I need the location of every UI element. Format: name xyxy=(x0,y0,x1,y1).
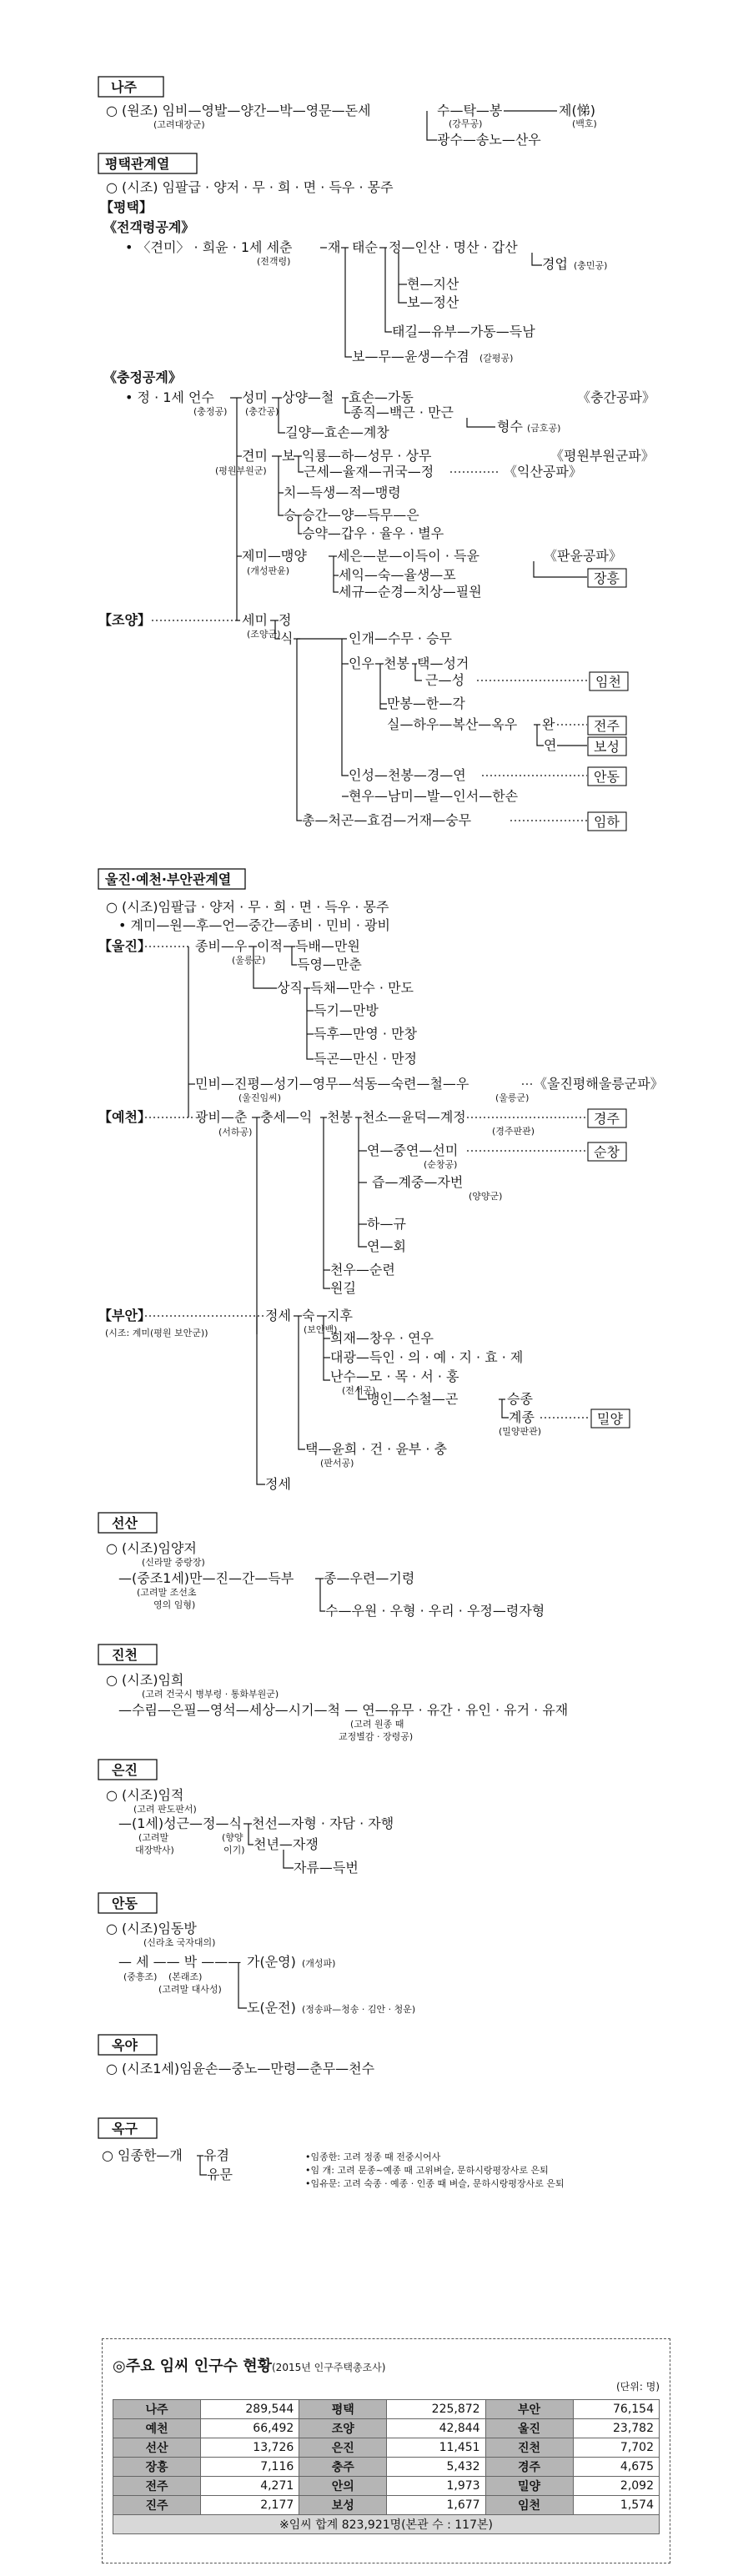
b-c6: 택—윤희 · 건 · 윤부 · 충 xyxy=(305,1441,447,1457)
table-cell-key: 임천 xyxy=(485,2496,573,2515)
population-title-text: ◎주요 임씨 인구수 현황 xyxy=(113,2358,272,2375)
table-row xyxy=(113,2458,660,2477)
box-miryang-label: 밀양 xyxy=(597,1411,623,1427)
table-cell-key: 나주 xyxy=(113,2400,201,2419)
joyang-inu: 인우 xyxy=(349,655,374,671)
b-c6-note: (판서공) xyxy=(320,1458,354,1469)
joyang-geun: 근—성 xyxy=(425,672,464,688)
b-suk-note: (보안백) xyxy=(304,1324,338,1335)
okgu-root: ○ 임종한—개 xyxy=(102,2147,183,2163)
section-header-pyeongtaek xyxy=(98,153,197,173)
cjg-b3a: 승간—양—득무—은 xyxy=(302,507,419,523)
box-gyeongju-label: 경주 xyxy=(594,1111,620,1127)
buan-note: (시조: 계미(평원 보안군)) xyxy=(105,1328,208,1338)
y-chung: 충세—익 xyxy=(260,1109,313,1125)
table-cell-value: 76,154 xyxy=(573,2400,659,2419)
u-a2: 득영—만춘 xyxy=(297,957,362,972)
jgg-je: 재 xyxy=(328,239,341,255)
andong-root: ○ (시조)임동방 xyxy=(106,1921,197,1936)
box-boseong-label: 보성 xyxy=(594,739,620,755)
table-cell-key: 보성 xyxy=(299,2496,387,2515)
y-b2: 원길 xyxy=(330,1280,356,1296)
jgg-gyeong: 경업 xyxy=(542,256,568,272)
y-gwangbi: 광비—춘 xyxy=(195,1109,248,1125)
seonsan-line2-note-1: (고려말 조선초 xyxy=(137,1587,197,1598)
b-c2: 대광—득인 · 의 · 예 · 지 · 효 · 제 xyxy=(330,1349,524,1365)
table-total-row xyxy=(113,2515,660,2534)
svg-text:진천: 진천 xyxy=(112,1647,138,1663)
cjg-a2: 길양—효손—계창 xyxy=(285,424,389,440)
b-jeongse2: 정세 xyxy=(265,1476,291,1492)
jgg-bo: 보—정산 xyxy=(407,294,459,310)
y-a2: 연—중연—선미 xyxy=(367,1142,459,1158)
cjg-a1b-tag: 《충간공파》 xyxy=(577,389,655,405)
y-a3-note: (양양군) xyxy=(469,1191,503,1202)
box-imcheon-label: 임천 xyxy=(595,674,621,690)
b-jeongse: 정세 xyxy=(265,1308,291,1323)
table-cell-key: 경주 xyxy=(485,2458,573,2477)
okgu-note-3: •임유문: 고려 숙종 · 예종 · 인종 때 벼슬, 문하시랑평장사로 은퇴 xyxy=(305,2178,565,2189)
jincheon-root-note: (고려 건국시 병부령 · 통화부원군) xyxy=(142,1689,279,1700)
joyang-yeon: 연 xyxy=(544,737,557,753)
joyang-inseong: 인성—천봉—경—연 xyxy=(349,767,466,783)
u-minbi-tag: 《울진평해울릉군파》 xyxy=(534,1076,664,1092)
jincheon-line2-note-1: (고려 원종 때 xyxy=(350,1719,404,1730)
section-header-jincheon xyxy=(98,1645,157,1665)
u-minbi-note-1: (울진임씨) xyxy=(238,1092,282,1103)
cjg-gyeonmi-note: (평원부원군) xyxy=(215,465,267,476)
seonsan-line2: —(중조1세)만—진—간—득부 xyxy=(118,1570,294,1586)
y-a1: 천소—윤덕—계정 xyxy=(362,1109,466,1125)
joyang-tae: 택—성거 xyxy=(417,655,469,671)
jgg-hyeon: 현—지산 xyxy=(407,276,459,292)
seonsan-line2-note-2: 영의 임형) xyxy=(153,1599,196,1610)
andong-branch-2: 도(운전) xyxy=(247,2000,296,2016)
table-row xyxy=(113,2438,660,2458)
table-row xyxy=(113,2496,660,2515)
jgg-root: • 〈견미〉 · 희윤 · 1세 세춘 xyxy=(125,239,293,255)
cjg-seongmi-note: (충간공) xyxy=(245,406,279,417)
section-header-andong xyxy=(98,1893,157,1913)
table-cell-value: 289,544 xyxy=(201,2400,299,2419)
pyeongtaek-root: ○ (시조) 임팔급 · 양저 · 무 · 희 · 면 · 득우 · 몽주 xyxy=(106,179,394,195)
y-cheonbong: 천봉 xyxy=(327,1109,353,1125)
uljin-line2: • 계미—원—후—언—중간—종비 · 민비 · 광비 xyxy=(118,917,390,933)
u-s2: 득기—만방 xyxy=(314,1002,379,1018)
y-gwangbi-note: (서하공) xyxy=(218,1127,253,1137)
naju-branch-1-note: (강무공) xyxy=(449,118,483,129)
cjg-a1c: 종직—백근 · 만근 xyxy=(350,404,454,420)
population-table xyxy=(113,2399,660,2534)
subheader-uljin: 【울진】 xyxy=(98,938,151,954)
cjg-b1a: 익룡—하—성무 · 상무 xyxy=(302,448,432,464)
okgu-branch-1: 유겸 xyxy=(203,2147,229,2163)
table-cell-key: 진천 xyxy=(485,2438,573,2458)
table-cell-key: 부안 xyxy=(485,2400,573,2419)
cjg-gyeonmi: 견미 xyxy=(242,448,268,464)
svg-text:안동: 안동 xyxy=(112,1896,138,1911)
y-a5: 연—회 xyxy=(367,1238,406,1254)
jgg-gyeong-note: (충민공) xyxy=(574,260,608,271)
table-cell-value: 7,702 xyxy=(573,2438,659,2458)
svg-text:평택관계열: 평택관계열 xyxy=(105,156,170,172)
u-minbi: 민비—진평—성기—영무—석동—숙련—철—우 xyxy=(195,1076,469,1092)
population-panel xyxy=(102,2338,670,2563)
y-a2-note: (순창공) xyxy=(424,1159,458,1170)
cjg-root-note: (충정공) xyxy=(193,406,228,417)
jincheon-line2: —수림—은필—영석—세상—시기—척 — 연—유무 · 유간 · 유인 · 유거 · 유재 xyxy=(118,1702,569,1718)
b-c3: 난수—모 · 목 · 서 · 홍 xyxy=(330,1368,459,1384)
box-jeonju-label: 전주 xyxy=(594,718,620,734)
cjg-b1b: 근세—율재—귀국—정 xyxy=(304,464,434,480)
table-cell-value: 1,574 xyxy=(573,2496,659,2515)
joyang-semi-note: (조양군) xyxy=(247,629,281,640)
cjg-a1b: 효손—가동 xyxy=(349,389,414,405)
jgg-tae: 태순 xyxy=(352,239,378,255)
u-minbi-note-2: (울릉군) xyxy=(495,1092,530,1103)
y-a1-note: (경주판관) xyxy=(492,1126,535,1137)
b-c3-note: (전서공) xyxy=(342,1385,376,1396)
joyang-ingye: 인개—수무 · 승무 xyxy=(349,630,452,646)
table-cell-key: 전주 xyxy=(113,2477,201,2496)
eunjin-line2: —(1세)성근—정—식 xyxy=(118,1815,242,1831)
section-header-okya xyxy=(98,2035,157,2055)
naju-branch-1-end-note: (백호) xyxy=(572,118,597,129)
table-cell-value: 4,675 xyxy=(573,2458,659,2477)
cjg-c3: 세규—순경—치상—필원 xyxy=(339,584,482,600)
table-cell-key: 선산 xyxy=(113,2438,201,2458)
eunjin-root: ○ (시조)임적 xyxy=(106,1787,184,1803)
table-row xyxy=(113,2477,660,2496)
cjg-c1: 세은—분—이득이 · 득윤 xyxy=(337,548,479,564)
andong-branch-1-note: (개성파) xyxy=(302,1958,336,1969)
table-cell-key: 예천 xyxy=(113,2419,201,2438)
svg-text:나주: 나주 xyxy=(111,79,137,95)
table-cell-value: 13,726 xyxy=(201,2438,299,2458)
table-cell-value: 5,432 xyxy=(387,2458,485,2477)
subheader-joyang: 【조양】 xyxy=(98,612,151,628)
section-header-okgu xyxy=(98,2118,157,2138)
jgg-root-note: (전객령) xyxy=(257,256,291,267)
b-c4-end: 승종 xyxy=(507,1391,533,1407)
joyang-sik: 식 xyxy=(280,630,294,646)
uljin-root: ○ (시조)임팔급 · 양저 · 무 · 희 · 면 · 득우 · 몽주 xyxy=(106,899,389,915)
u-s3: 득후—만영 · 만창 xyxy=(314,1026,417,1042)
table-cell-value: 2,177 xyxy=(201,2496,299,2515)
cjg-root: • 정 · 1세 언수 xyxy=(125,389,214,405)
jgg-tae2: 태길—유부—가동—득남 xyxy=(392,324,535,339)
table-cell-value: 225,872 xyxy=(387,2400,485,2419)
cjg-seongmi: 성미 xyxy=(242,389,268,405)
cjg-b3b: 승약—갑우 · 율우 · 별우 xyxy=(302,525,444,541)
cjg-a1c-d-note: (금호공) xyxy=(527,423,561,434)
seonsan-branch-1: 종—우련—기령 xyxy=(324,1570,415,1586)
naju-branch-1: 수—탁—봉 xyxy=(437,103,503,118)
jincheon-line2-note-2: 교정별감 · 장령공) xyxy=(339,1731,414,1742)
cjg-jemi-note: (개성판윤) xyxy=(247,565,290,576)
svg-text:옥야: 옥야 xyxy=(112,2037,138,2053)
cjg-c2: 세익—숙—율생—포 xyxy=(339,567,456,583)
eunjin-root-note: (고려 판도판서) xyxy=(133,1804,197,1815)
eunjin-branch-3: 자류—득번 xyxy=(294,1860,359,1876)
joyang-chong: 총—처곤—효검—거재—숭무 xyxy=(302,812,472,828)
jgg-bo2-note: (갈평공) xyxy=(479,353,514,364)
eunjin-branch-1: 천선—자형 · 자담 · 자행 xyxy=(252,1815,394,1831)
population-total: ※임씨 합계 823,921명(본관 수 : 117본) xyxy=(113,2515,660,2534)
u-jongbi-note: (울릉군) xyxy=(232,955,266,966)
seonsan-root-note: (신라말 중랑장) xyxy=(142,1557,205,1568)
okya-root: ○ (시조1세)임윤손—중노—만령—춘무—천수 xyxy=(106,2061,375,2076)
table-cell-key: 울진 xyxy=(485,2419,573,2438)
joyang-semi: 세미 xyxy=(242,612,268,628)
cjg-b3: 승 xyxy=(284,507,297,523)
jincheon-root: ○ (시조)임희 xyxy=(106,1672,184,1688)
table-cell-value: 1,973 xyxy=(387,2477,485,2496)
joyang-cheonbong: 천봉 xyxy=(384,655,409,671)
seonsan-root: ○ (시조)임양저 xyxy=(106,1540,197,1556)
table-cell-value: 42,844 xyxy=(387,2419,485,2438)
andong-line2-note-1: (중흥조) xyxy=(123,1971,158,1982)
table-cell-key: 조양 xyxy=(299,2419,387,2438)
y-a4: 하—규 xyxy=(367,1216,406,1232)
subheader-jeongaek: 《전객령공계》 xyxy=(103,219,195,235)
cjg-a1: 상양—철 xyxy=(282,389,334,405)
table-cell-key: 충주 xyxy=(299,2458,387,2477)
naju-branch-2: 광수—송노—산우 xyxy=(437,132,541,148)
box-jangheung-label: 장흥 xyxy=(594,570,620,586)
b-suk: 숙 xyxy=(302,1308,315,1323)
population-title-source: (2015년 인구주택총조사) xyxy=(272,2362,386,2373)
andong-line2-note-2: (본래조) xyxy=(168,1971,203,1982)
y-a3: 즙—계중—자번 xyxy=(372,1174,464,1190)
table-row xyxy=(113,2400,660,2419)
andong-root-note: (신라초 국자대의) xyxy=(143,1937,216,1948)
naju-branch-1-end: 제(悌) xyxy=(559,103,595,118)
cjg-jemi: 제미—맹양 xyxy=(242,548,307,564)
eunjin-line2-note-2: 대장박사) xyxy=(135,1845,174,1855)
section-header-uljin xyxy=(98,869,245,889)
svg-text:선산: 선산 xyxy=(112,1515,138,1531)
u-ijeok: 이적 xyxy=(257,938,283,954)
section-header-seonsan xyxy=(98,1513,157,1533)
andong-line2: — 세 —— 박 ——— xyxy=(118,1954,242,1970)
population-title xyxy=(113,2354,385,2376)
cjg-a1c-d: 형수 xyxy=(497,419,523,434)
subheader-buan: 【부안】 xyxy=(98,1308,151,1323)
jgg-bo2: 보—무—윤생—수겸 xyxy=(352,349,469,364)
svg-text:울진·예천·부안관계열: 울진·예천·부안관계열 xyxy=(105,871,232,887)
joyang-wan: 완 xyxy=(542,716,555,732)
table-cell-value: 11,451 xyxy=(387,2438,485,2458)
okgu-note-2: •임 개: 고려 문종~예종 때 고위벼슬, 문하시랑평장사로 은퇴 xyxy=(305,2165,549,2176)
jgg-tae-branch: 정—인산 · 명산 · 갑산 xyxy=(389,239,518,255)
table-cell-value: 23,782 xyxy=(573,2419,659,2438)
u-a1: 득배—만원 xyxy=(295,938,360,954)
u-s1: 득채—만수 · 만도 xyxy=(310,980,414,996)
box-andong-label: 안동 xyxy=(594,769,620,785)
b-jihu: 지후 xyxy=(327,1308,353,1323)
y-b1: 천우—순련 xyxy=(330,1262,395,1278)
seonsan-branch-2: 수—우원 · 우형 · 우리 · 우정—령자형 xyxy=(325,1603,545,1619)
cjg-b2: 치—득생—적—맹령 xyxy=(284,485,401,500)
b-c1: 희재—창우 · 연우 xyxy=(330,1330,434,1346)
okgu-branch-2: 유문 xyxy=(207,2167,233,2182)
table-cell-value: 66,492 xyxy=(201,2419,299,2438)
joyang-sil: 실—하우—복산—옥우 xyxy=(387,716,518,732)
eunjin-line2-note-3: (향양 xyxy=(222,1832,243,1843)
naju-root-note: (고려대장군) xyxy=(153,119,205,130)
table-cell-key: 평택 xyxy=(299,2400,387,2419)
andong-branch-2-note: (정송파—청송 · 김안 · 청운) xyxy=(302,2004,416,2015)
table-cell-key: 은진 xyxy=(299,2438,387,2458)
eunjin-branch-2: 천년—자쟁 xyxy=(254,1836,319,1852)
joyang-jeong: 정 xyxy=(279,612,292,628)
svg-text:옥구: 옥구 xyxy=(112,2121,138,2137)
andong-branch-1: 가(운영) xyxy=(247,1954,296,1970)
box-imha-label: 임하 xyxy=(594,814,620,830)
andong-line2-note-3: (고려말 대사성) xyxy=(158,1984,222,1995)
b-c4: 맹인—수철—곤 xyxy=(367,1391,459,1407)
naju-root: ○ (원조) 임비—영발—양간—박—영문—돈세 xyxy=(106,103,371,118)
u-s4: 득곤—만신 · 만정 xyxy=(314,1051,417,1067)
cjg-b1b-tag: 《익산공파》 xyxy=(504,464,582,480)
table-cell-value: 2,092 xyxy=(573,2477,659,2496)
table-cell-key: 진주 xyxy=(113,2496,201,2515)
u-jongbi: 종비—우 xyxy=(195,938,248,954)
u-sangjik: 상직 xyxy=(277,980,303,996)
joyang-manbong: 만봉—한—각 xyxy=(387,695,465,711)
b-c5-note: (밀양판관) xyxy=(499,1426,542,1437)
okgu-note-1: •임종한: 고려 정종 때 전중시어사 xyxy=(305,2152,441,2162)
b-c5: 계종 xyxy=(509,1409,535,1425)
table-row xyxy=(113,2419,660,2438)
table-cell-key: 장흥 xyxy=(113,2458,201,2477)
population-unit: (단위: 명) xyxy=(616,2381,660,2393)
eunjin-line2-note-1: (고려말 xyxy=(138,1832,169,1843)
eunjin-line2-note-4: 이기) xyxy=(223,1845,245,1855)
table-cell-value: 4,271 xyxy=(201,2477,299,2496)
section-header-naju xyxy=(98,77,163,97)
joyang-hyeonu: 현우—남미—발—인서—한손 xyxy=(349,788,519,804)
table-cell-value: 7,116 xyxy=(201,2458,299,2477)
cjg-b1a-tag: 《평원부원군파》 xyxy=(550,448,655,464)
table-cell-key: 밀양 xyxy=(485,2477,573,2496)
subheader-chungjeong: 《충정공계》 xyxy=(103,369,182,385)
subheader-yecheon: 【예천】 xyxy=(98,1109,151,1125)
cjg-b1: 보 xyxy=(282,448,295,464)
section-header-eunjin xyxy=(98,1760,157,1780)
table-cell-key: 안의 xyxy=(299,2477,387,2496)
box-sunchang-label: 순창 xyxy=(594,1144,620,1160)
svg-text:은진: 은진 xyxy=(112,1762,138,1778)
cjg-c1-tag: 《판윤공파》 xyxy=(544,548,622,564)
table-cell-value: 1,677 xyxy=(387,2496,485,2515)
subheader-pyeongtaek: 【평택】 xyxy=(100,199,153,215)
